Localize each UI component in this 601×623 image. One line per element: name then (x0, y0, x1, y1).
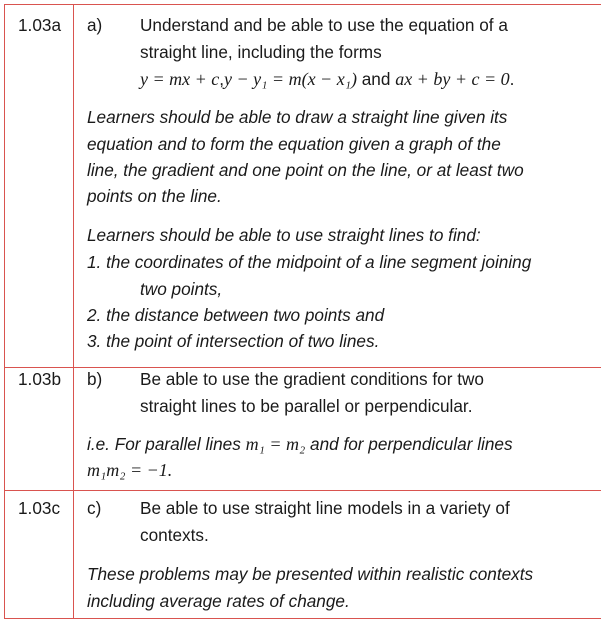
guidance-text: i.e. For parallel lines (87, 434, 246, 454)
conjunction: and (356, 69, 396, 89)
item-letter-c: c) (87, 498, 102, 518)
guidance-list-item-cont: two points, (140, 279, 223, 299)
equation-general-form: ax + by + c = 0 (395, 69, 510, 89)
equation-point-gradient: y − y₁ = m(x − x₁) (224, 69, 357, 89)
statement-line: Be able to use the gradient conditions for two (140, 369, 484, 389)
line-equation-forms (140, 66, 514, 93)
guidance-line: These problems may be presented within realistic contexts (87, 564, 534, 584)
guidance-list-item: 2. the distance between two points and (87, 305, 385, 325)
guidance-line: points on the line. (87, 186, 222, 206)
perpendicular-condition-line (87, 457, 172, 484)
guidance-line: Learners should be able to draw a straight line given its (87, 107, 508, 127)
spec-ref-1-03c: 1.03c (18, 498, 61, 518)
guidance-line: equation and to form the equation given a graph of the (87, 134, 501, 154)
guidance-text: and for perpendicular lines (305, 434, 513, 454)
equation-gradient-intercept: y = mx + c (140, 69, 220, 89)
parallel-condition: m₁ = m₂ (245, 434, 306, 454)
statement-line: straight line, including the forms (140, 42, 382, 62)
spec-ref-1-03a: 1.03a (18, 15, 62, 35)
item-letter-b: b) (87, 369, 103, 389)
guidance-list-item: 1. the coordinates of the midpoint of a line segment joining (87, 252, 532, 272)
full-stop: . (509, 69, 515, 89)
statement-line: Be able to use straight line models in a variety of (140, 498, 510, 518)
gradient-conditions (87, 431, 513, 458)
guidance-intro: Learners should be able to use straight lines to find: (87, 225, 481, 245)
guidance-line: including average rates of change. (87, 591, 350, 611)
guidance-line: line, the gradient and one point on the line, or at least two (87, 160, 524, 180)
separator: , (219, 69, 225, 89)
guidance-list-item: 3. the point of intersection of two lines. (87, 331, 380, 351)
statement-line: Understand and be able to use the equation of a (140, 15, 508, 35)
statement-line: contexts. (140, 525, 209, 545)
row-divider (4, 490, 601, 491)
column-divider (73, 4, 74, 619)
spec-ref-1-03b: 1.03b (18, 369, 62, 389)
item-letter-a: a) (87, 15, 103, 35)
perpendicular-condition: m₁m₂ = −1. (87, 460, 173, 480)
statement-line: straight lines to be parallel or perpendicular. (140, 396, 473, 416)
